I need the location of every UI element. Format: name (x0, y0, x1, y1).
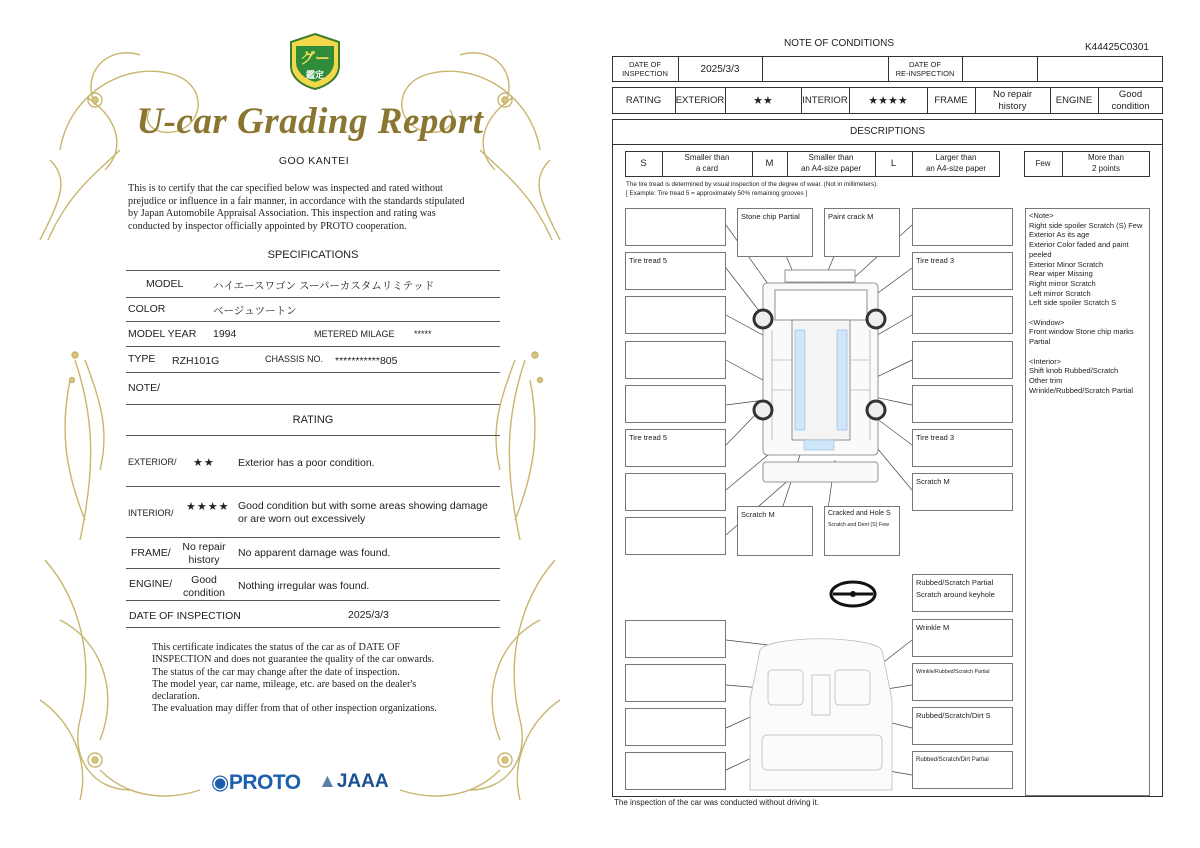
callout-scratch-rear: Scratch M (741, 510, 775, 519)
note-spacer (1029, 347, 1146, 357)
rating-label: RATING (625, 95, 662, 106)
wheel-front-right (867, 310, 885, 328)
callout-wrinkle-rubbed-scratch: Wrinkle/Rubbed/Scratch Partial (916, 669, 990, 675)
disclaimer-line: INSPECTION and does not guarantee the quality of the car onwards. (152, 654, 435, 666)
rating-heading: RATING (292, 414, 334, 426)
legend-s-desc-2: a card (695, 164, 719, 173)
wheel-rear-right (867, 401, 885, 419)
proto-logo-text: PROTO (228, 771, 301, 794)
callout-rubbed-scratch-dirt-partial: Rubbed/Scratch/Dirt Partial (916, 757, 989, 763)
model-label: MODEL (146, 278, 184, 290)
interior-label: INTERIOR/ (128, 508, 174, 518)
legend-s-desc-1: Smaller than (684, 153, 730, 162)
jaaa-logo-text: JAAA (336, 771, 389, 792)
frame-value-line-1: No repair (182, 541, 226, 553)
note-line: Right side spoiler Scratch (S) Few (1029, 220, 1143, 230)
legend-s: S (640, 158, 647, 169)
re-inspection-label-2: RE-INSPECTION (895, 69, 955, 78)
engine-value-line-1: Good (191, 574, 217, 586)
callout-box (625, 385, 726, 423)
note-line: Other trim (1029, 375, 1063, 385)
certificate-subtitle: GOO KANTEI (278, 155, 350, 167)
legend-l: L (890, 158, 897, 169)
divider (126, 568, 500, 569)
divider (126, 627, 500, 628)
sheet-title: NOTE OF CONDITIONS (784, 38, 894, 49)
intro-line: by Japan Automobile Appraisal Association. This inspection and rating was (128, 208, 436, 220)
exterior-label: EXTERIOR (675, 95, 725, 106)
steering-wheel-icon (831, 582, 875, 606)
callout-rubbed-scratch-dirt-s: Rubbed/Scratch/Dirt S (916, 711, 991, 720)
disclaimer-line: The evaluation may differ from that of other inspection organizations. (152, 703, 437, 715)
intro-line: conducted by inspector officially appointed by PROTO cooperation. (128, 220, 407, 232)
callout-tire-front-left: Tire tread 5 (629, 256, 668, 265)
tire-note-2: [ Example: Tire tread 5 = approximately 50% remaining grooves ] (626, 190, 808, 197)
color-value: ベージュツートン (213, 305, 297, 317)
type-value: RZH101G (172, 355, 220, 367)
interior-stars: ★★★★ (868, 95, 908, 107)
certificate-disclaimer (152, 642, 492, 716)
callout-scratch-right: Scratch M (916, 477, 950, 486)
divider (126, 270, 500, 271)
divider (126, 404, 500, 405)
callout-box (625, 341, 726, 379)
callout-box (625, 208, 726, 246)
note-line: Exterior Minor Scratch (1029, 259, 1104, 269)
certificate-title: U-car Grading Report (136, 101, 484, 142)
engine-label: ENGINE/ (129, 578, 173, 590)
certificate-intro (128, 183, 498, 233)
specifications-heading: SPECIFICATIONS (267, 249, 359, 261)
interior-label: INTERIOR (802, 95, 848, 106)
proto-logo: ◉PROTO (211, 771, 301, 794)
divider (126, 321, 500, 322)
callout-box (912, 341, 1013, 379)
divider (126, 346, 500, 347)
note-line: <Interior> (1029, 356, 1062, 366)
interior-stars: ★★★★ (186, 501, 230, 513)
note-line: Exterior As its age (1029, 230, 1090, 240)
frame-value-line-2: history (998, 101, 1027, 112)
divider (126, 297, 500, 298)
jaaa-logo: ▲JAAA (318, 771, 389, 792)
note-label: NOTE/ (128, 382, 161, 394)
note-line: Left side spoiler Scratch S (1029, 298, 1117, 308)
callout-box (625, 296, 726, 334)
callout-box (625, 473, 726, 511)
callout-box (625, 708, 726, 746)
model-year-value: 1994 (213, 328, 237, 340)
callout-box (625, 517, 726, 555)
note-line: Rear wiper Missing (1029, 269, 1093, 279)
divider (126, 486, 500, 487)
mileage-value: ***** (414, 329, 432, 339)
svg-text:グー: グー (299, 49, 331, 67)
legend-m: M (765, 158, 774, 169)
exterior-stars: ★★ (193, 457, 215, 469)
note-line: <Window> (1029, 317, 1065, 327)
callout-stone-chip: Stone chip Partial (741, 212, 800, 221)
disclaimer-line: declaration. (152, 691, 200, 703)
legend-few: Few (1035, 159, 1051, 168)
note-line: Front window Stone chip marks Partial (1029, 327, 1136, 347)
note-spacer (1029, 308, 1146, 318)
divider (126, 600, 500, 601)
callout-steering-2: Scratch around keyhole (916, 590, 995, 599)
callout-box (625, 620, 726, 658)
frame-description: No apparent damage was found. (238, 547, 391, 559)
date-of-inspection-label: DATE OF INSPECTION (129, 610, 241, 622)
callout-cracked-hole: Cracked and Hole S (828, 510, 891, 517)
engine-value-line-2: condition (1111, 101, 1150, 112)
type-label: TYPE (128, 353, 156, 365)
legend-few-desc-2: 2 points (1091, 164, 1121, 173)
disclaimer-line: The status of the car may change after the date of inspection. (152, 666, 400, 678)
chassis-value: ***********805 (335, 355, 398, 367)
intro-line: prejudice or influence in a fair manner, in accordance with the standards stipulated (128, 195, 465, 207)
note-line: Wrinkle/Rubbed/Scratch Partial (1029, 385, 1134, 395)
disclaimer-line: The model year, car name, mileage, etc. are based on the dealer's (152, 678, 417, 690)
engine-value-line-1: Good (1118, 89, 1143, 100)
callout-tire-rear-right: Tire tread 3 (916, 433, 955, 442)
date-of-inspection-label-2: INSPECTION (622, 69, 668, 78)
color-label: COLOR (128, 303, 166, 315)
chassis-label: CHASSIS NO. (265, 354, 324, 364)
legend-m-desc-2: an A4-size paper (800, 164, 862, 173)
callout-scratch-dent: Scratch and Dent (S) Few (828, 522, 889, 528)
callout-steering-1: Rubbed/Scratch Partial (916, 578, 994, 587)
callout-box (912, 208, 1013, 246)
exterior-label: EXTERIOR/ (128, 457, 177, 467)
frame-label: FRAME/ (131, 547, 171, 559)
frame-value-line-2: history (188, 554, 220, 566)
date-of-inspection-value: 2025/3/3 (348, 609, 389, 621)
legend-few-desc-1: More than (1087, 153, 1125, 162)
callout-box (912, 296, 1013, 334)
interior-description-line-2: or are worn out excessively (238, 513, 366, 525)
callout-box (625, 752, 726, 790)
descriptions-heading: DESCRIPTIONS (849, 126, 925, 137)
note-line: Left mirror Scratch (1029, 288, 1091, 298)
engine-label: ENGINE (1055, 95, 1093, 106)
legend-l-desc-1: Larger than (935, 153, 977, 162)
model-year-label: MODEL YEAR (128, 328, 197, 340)
callout-wrinkle: Wrinkle M (916, 623, 950, 632)
frame-label: FRAME (934, 95, 968, 106)
notes-panel (1025, 208, 1150, 796)
date-of-inspection-label-1: DATE OF (629, 60, 661, 69)
callout-box (912, 385, 1013, 423)
document-id: K44425C0301 (1085, 42, 1149, 53)
engine-value-line-2: condition (182, 587, 226, 599)
intro-line: This is to certify that the car specified below was inspected and rated without (128, 183, 443, 194)
mileage-label: METERED MILAGE (314, 329, 395, 339)
frame-value-line-1: No repair (992, 89, 1033, 100)
note-line: Exterior Color faded and paint peeled (1029, 240, 1131, 259)
date-of-inspection-value: 2025/3/3 (700, 64, 740, 75)
model-value: ハイエースワゴン スーパーカスタムリミテッド (213, 280, 435, 292)
callout-paint-crack: Paint crack M (828, 212, 874, 221)
divider (126, 372, 500, 373)
goo-kantei-badge-icon (287, 32, 343, 90)
note-line: <Note> (1029, 211, 1054, 220)
interior-description-line-1: Good condition but with some areas showing damage (238, 500, 488, 512)
exterior-description: Exterior has a poor condition. (238, 457, 375, 469)
wheel-front-left (754, 310, 772, 328)
divider (126, 435, 500, 436)
wheel-rear-left (754, 401, 772, 419)
note-line: Shift knob Rubbed/Scratch (1029, 366, 1119, 376)
svg-text:鑑定: 鑑定 (305, 71, 325, 81)
callout-tire-front-right: Tire tread 3 (916, 256, 955, 265)
legend-m-desc-1: Smaller than (808, 153, 854, 162)
sheet-footer-note: The inspection of the car was conducted without driving it. (614, 798, 819, 807)
disclaimer-line: This certificate indicates the status of the car as of DATE OF (152, 642, 401, 653)
callout-box (625, 664, 726, 702)
callout-tire-rear-left: Tire tread 5 (629, 433, 668, 442)
exterior-stars: ★★ (753, 95, 773, 107)
engine-description: Nothing irregular was found. (238, 580, 370, 592)
legend-l-desc-2: an A4-size paper (925, 164, 987, 173)
note-line: Right mirror Scratch (1029, 278, 1096, 288)
re-inspection-label-1: DATE OF (909, 60, 941, 69)
divider (126, 537, 500, 538)
tire-note-1: The tire tread is determined by visual inspection of the degree of wear. (Not in millimeters). (626, 181, 878, 188)
